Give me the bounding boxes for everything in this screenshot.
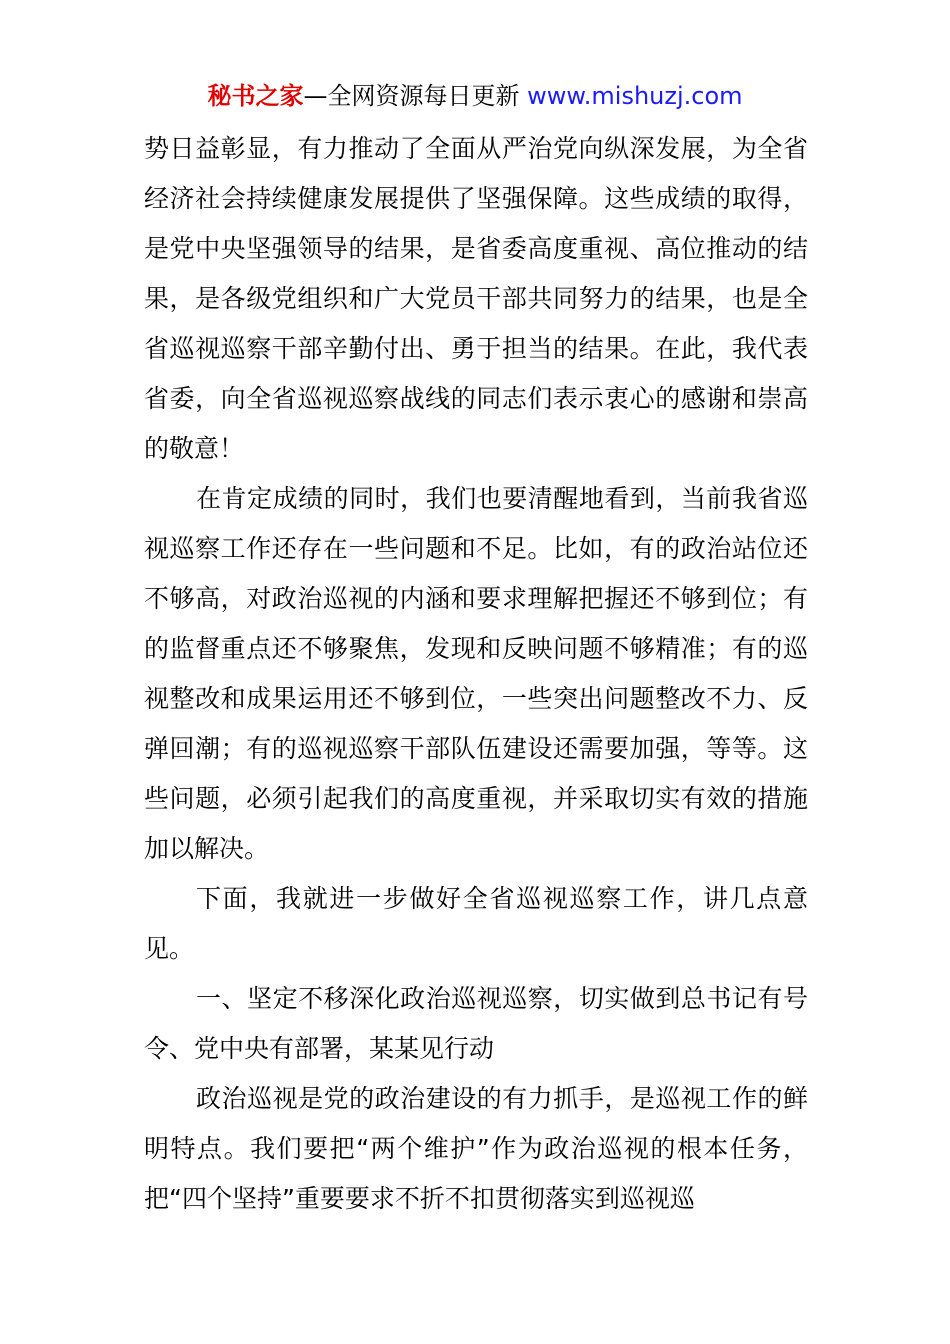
paragraph-political-inspection: 政治巡视是党的政治建设的有力抓手，是巡视工作的鲜明特点。我们要把“两个维护”作为政治巡视的根本任务，把“四个坚持”重要要求不折不扣贯彻落实到巡视巡 (144, 1084, 808, 1213)
paragraph-continuation: 势日益彰显，有力推动了全面从严治党向纵深发展，为全省经济社会持续健康发展提供了坚强保障。这些成绩的取得，是党中央坚强领导的结果，是省委高度重视、高位推动的结果，是各级党组织和广大党员干部共同努力的结果，也是全省巡视巡察干部辛勤付出、勇于担当的结果。在此，我代表省委，向全省巡视巡察战线的同志们表示衷心的感谢和崇高的敬意！ (144, 134, 808, 463)
site-header (0, 78, 950, 114)
brand-name: 秘书之家 (207, 82, 304, 110)
header-tagline: —全网资源每日更新 (303, 82, 528, 110)
paragraph-problems: 在肯定成绩的同时，我们也要清醒地看到，当前我省巡视巡察工作还存在一些问题和不足。比如，有的政治站位还不够高，对政治巡视的内涵和要求理解把握还不够到位；有的监督重点还不够聚焦，发现和反映问题不够精准；有的巡视整改和成果运用还不够到位，一些突出问题整改不力、反弹回潮；有的巡视巡察干部队伍建设还需要加强，等等。这些问题，必须引起我们的高度重视，并采取切实有效的措施加以解决。 (144, 484, 808, 863)
paragraph-intro-opinions: 下面，我就进一步做好全省巡视巡察工作，讲几点意见。 (144, 884, 808, 963)
section-heading-one: 一、坚定不移深化政治巡视巡察，切实做到总书记有号令、党中央有部署，某某见行动 (144, 984, 808, 1063)
document-body (144, 124, 808, 1224)
site-url-link[interactable]: www.mishuzj.com (527, 82, 743, 110)
